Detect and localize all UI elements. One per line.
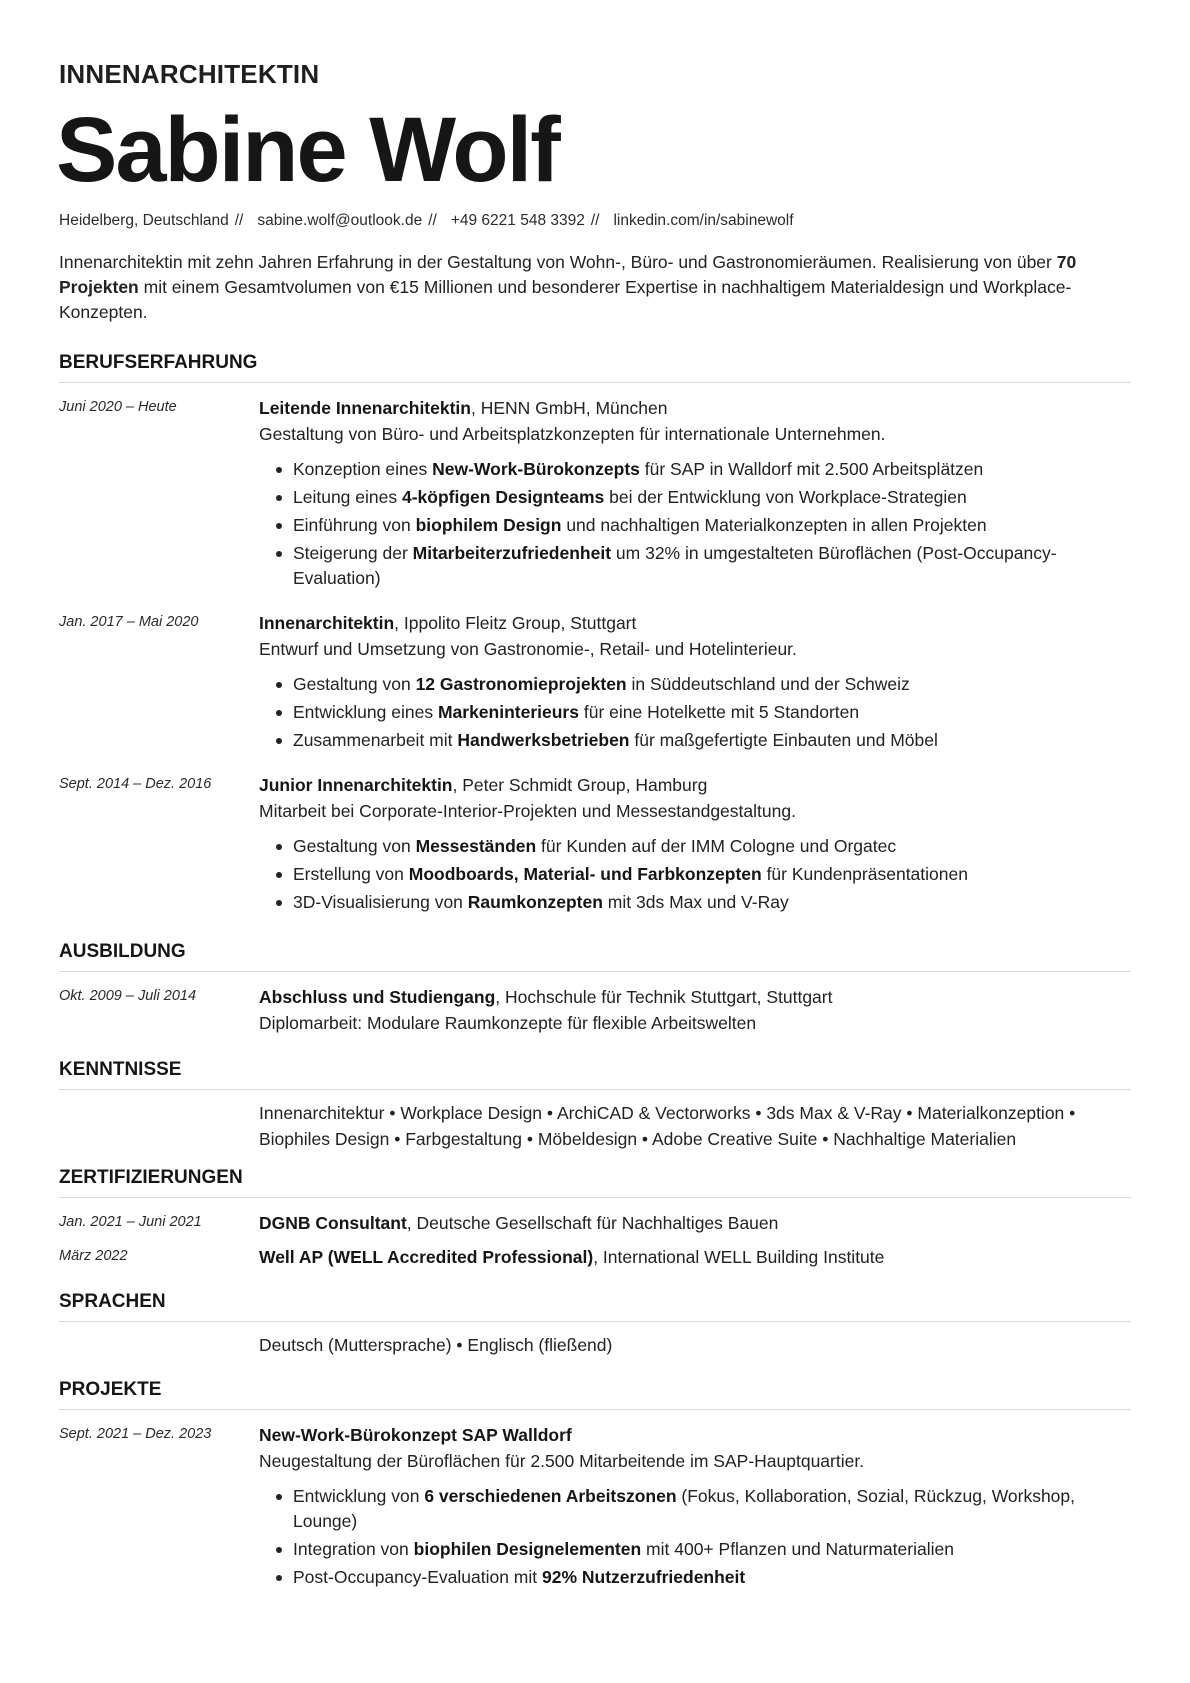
- entry: [59, 1210, 1131, 1236]
- body-text: Post-Occupancy-Evaluation mit: [293, 1567, 542, 1587]
- skill-item: 3ds Max & V-Ray: [766, 1103, 902, 1123]
- skill-separator: •: [1064, 1103, 1076, 1123]
- emphasis-text: Handwerksbetrieben: [457, 730, 630, 750]
- entry-date: Okt. 2009 – Juli 2014: [59, 988, 197, 1004]
- emphasis-text: Mitarbeiterzufriedenheit: [412, 543, 612, 563]
- entry-description: Mitarbeit bei Corporate-Interior-Projekten und Messestandgestaltung.: [259, 801, 796, 821]
- emphasis-text: 92% Nutzerzufriedenheit: [542, 1567, 746, 1587]
- list-item: [293, 485, 1131, 510]
- contact-email[interactable]: sabine.wolf@outlook.de: [257, 212, 423, 229]
- body-text: Entwicklung von: [293, 1486, 425, 1506]
- body-text: für Kunden auf der IMM Cologne und Orgatec: [536, 836, 897, 856]
- list-item: [293, 890, 1131, 915]
- section-languages: [59, 1290, 1131, 1358]
- skill-separator: •: [637, 1129, 652, 1149]
- contact-linkedin[interactable]: linkedin.com/in/sabinewolf: [613, 212, 794, 229]
- body-text: Leitung eines: [293, 487, 402, 507]
- contact-phone[interactable]: +49 6221 548 3392: [450, 212, 585, 229]
- body-text: Integration von: [293, 1539, 414, 1559]
- entry-content: [259, 984, 1131, 1036]
- section-title: KENNTNISSE: [59, 1058, 1131, 1090]
- entry-heading: [259, 1244, 1131, 1270]
- entry-role: New-Work-Bürokonzept SAP Walldorf: [259, 1425, 572, 1445]
- education-list: [59, 984, 1131, 1036]
- body-text: Gestaltung von: [293, 836, 416, 856]
- entry-heading: [259, 984, 1131, 1010]
- entry-organization: , Deutsche Gesellschaft für Nachhaltiges Bauen: [406, 1213, 779, 1233]
- contact-separator: //: [234, 212, 244, 229]
- role-title: INNENARCHITEKTIN: [59, 59, 320, 89]
- skill-item: Innenarchitektur: [259, 1103, 385, 1123]
- entry-role: Innenarchitektin: [259, 613, 395, 633]
- list-item: [293, 700, 1131, 725]
- body-text: Entwicklung eines: [293, 702, 438, 722]
- list-item: [293, 1484, 1131, 1534]
- skill-separator: •: [521, 1129, 538, 1149]
- skill-separator: •: [817, 1129, 834, 1149]
- skill-item: Biophiles Design: [259, 1129, 390, 1149]
- entry-role: Abschluss und Studiengang: [259, 987, 496, 1007]
- body-text: für eine Hotelkette mit 5 Standorten: [578, 702, 860, 722]
- entry-role: Junior Innenarchitektin: [259, 775, 453, 795]
- skill-item: Adobe Creative Suite: [651, 1129, 818, 1149]
- list-item: [293, 1565, 1131, 1590]
- skill-item: Möbeldesign: [537, 1129, 638, 1149]
- body-text: Zusammenarbeit mit: [293, 730, 458, 750]
- entry: [59, 1244, 1131, 1270]
- skill-item: ArchiCAD & Vectorworks: [556, 1103, 751, 1123]
- entry-organization: , International WELL Building Institute: [593, 1247, 885, 1267]
- entry-description: Gestaltung von Büro- und Arbeitsplatzkonzepten für internationale Unternehmen.: [259, 424, 886, 444]
- skill-separator: •: [389, 1129, 406, 1149]
- entry-organization: , Hochschule für Technik Stuttgart, Stuttgart: [495, 987, 833, 1007]
- skill-separator: •: [384, 1103, 401, 1123]
- body-text: Erstellung von: [293, 864, 409, 884]
- entry-date: Jan. 2017 – Mai 2020: [59, 614, 199, 630]
- contact-separator: //: [428, 212, 437, 229]
- skills-entry: [59, 1100, 1131, 1152]
- body-text: bei der Entwicklung von Workplace-Strategien: [604, 487, 967, 507]
- section-title: ZERTIFIZIERUNGEN: [59, 1166, 1131, 1198]
- emphasis-text: biophilem Design: [415, 515, 562, 535]
- entry-date: Sept. 2021 – Dez. 2023: [59, 1426, 212, 1442]
- skill-separator: •: [901, 1103, 918, 1123]
- entry-content: [259, 610, 1131, 756]
- entry-heading: [259, 395, 1131, 421]
- body-text: in Süddeutschland und der Schweiz: [626, 674, 910, 694]
- entry-date-empty: [59, 1100, 259, 1152]
- entry-content: [259, 1422, 1131, 1593]
- emphasis-text: 12 Gastronomieprojekten: [415, 674, 627, 694]
- contact-location: Heidelberg, Deutschland: [59, 212, 229, 229]
- body-text: und nachhaltigen Materialkonzepten in allen Projekten: [561, 515, 987, 535]
- section-title: BERUFSERFAHRUNG: [59, 351, 1131, 383]
- entry-date: Sept. 2014 – Dez. 2016: [59, 776, 212, 792]
- skill-item: Nachhaltige Materialien: [833, 1129, 1017, 1149]
- entry: [59, 1422, 1131, 1593]
- emphasis-text: Markeninterieurs: [437, 702, 579, 722]
- achievement-list: [259, 1484, 1131, 1590]
- body-text: (Fokus, Kollaboration, Sozial, Rückzug, Workshop, Lounge): [293, 1486, 1076, 1531]
- entry-date: Jan. 2021 – Juni 2021: [59, 1214, 202, 1230]
- list-item: [293, 728, 1131, 753]
- languages-text: Deutsch (Muttersprache) • Englisch (fließend): [259, 1335, 613, 1355]
- section-title: AUSBILDUNG: [59, 940, 1131, 972]
- skill-separator: •: [542, 1103, 557, 1123]
- certifications-list: [59, 1210, 1131, 1270]
- emphasis-text: 4-köpfigen Designteams: [401, 487, 605, 507]
- entry-role: DGNB Consultant: [259, 1213, 407, 1233]
- entry-description: Neugestaltung der Büroflächen für 2.500 Mitarbeitende im SAP-Hauptquartier.: [259, 1451, 865, 1471]
- list-item: [293, 457, 1131, 482]
- section-skills: [59, 1058, 1131, 1152]
- skill-item: Materialkonzeption: [917, 1103, 1065, 1123]
- body-text: Steigerung der: [293, 543, 413, 563]
- entry: [59, 610, 1131, 756]
- emphasis-text: 6 verschiedenen Arbeitszonen: [424, 1486, 677, 1506]
- skill-item: Workplace Design: [400, 1103, 543, 1123]
- entry-content: [259, 1210, 1131, 1236]
- entry-organization: , HENN GmbH, München: [470, 398, 668, 418]
- skill-separator: •: [750, 1103, 767, 1123]
- entry: [59, 395, 1131, 594]
- section-title: SPRACHEN: [59, 1290, 1131, 1322]
- entry-date-empty: [59, 1332, 259, 1358]
- section-projects: [59, 1378, 1131, 1593]
- entry-role: Well AP (WELL Accredited Professional): [259, 1247, 594, 1267]
- list-item: [293, 834, 1131, 859]
- section-title: PROJEKTE: [59, 1378, 1131, 1410]
- body-text: Konzeption eines: [293, 459, 433, 479]
- skills-list: [259, 1100, 1131, 1152]
- body-text: um 32% in umgestalteten Büroflächen (Post-Occupancy-Evaluation): [293, 543, 1057, 588]
- achievement-list: [259, 834, 1131, 915]
- skill-item: Farbgestaltung: [405, 1129, 522, 1149]
- entry-content: [259, 1244, 1131, 1270]
- emphasis-text: New-Work-Bürokonzepts: [432, 459, 640, 479]
- entry-organization: , Peter Schmidt Group, Hamburg: [452, 775, 708, 795]
- entry-heading: [259, 1210, 1131, 1236]
- body-text: mit 3ds Max und V-Ray: [602, 892, 789, 912]
- entry-description: Diplomarbeit: Modulare Raumkonzepte für flexible Arbeitswelten: [259, 1013, 757, 1033]
- emphasis-text: Messeständen: [415, 836, 537, 856]
- contact-separator: //: [590, 212, 600, 229]
- body-text: 3D-Visualisierung von: [293, 892, 468, 912]
- list-item: [293, 1537, 1131, 1562]
- list-item: [293, 513, 1131, 538]
- body-text: für SAP in Walldorf mit 2.500 Arbeitsplätzen: [639, 459, 984, 479]
- body-text: Innenarchitektin mit zehn Jahren Erfahrung in der Gestaltung von Wohn-, Büro- und Gastronomieräumen. Realisierung von über: [59, 252, 1057, 272]
- section-education: [59, 940, 1131, 1036]
- body-text: Einführung von: [293, 515, 416, 535]
- emphasis-text: Raumkonzepten: [467, 892, 603, 912]
- projects-list: [59, 1422, 1131, 1593]
- section-certifications: [59, 1166, 1131, 1270]
- emphasis-text: biophilen Designelementen: [413, 1539, 642, 1559]
- list-item: [293, 862, 1131, 887]
- person-name: Sabine Wolf: [56, 99, 559, 201]
- achievement-list: [259, 672, 1131, 753]
- entry-organization: , Ippolito Fleitz Group, Stuttgart: [394, 613, 637, 633]
- profile-summary: [59, 250, 1131, 325]
- emphasis-text: 70 Projekten: [59, 252, 1077, 297]
- entry-date: März 2022: [59, 1248, 128, 1264]
- entry: [59, 772, 1131, 918]
- entry-description: Entwurf und Umsetzung von Gastronomie-, Retail- und Hotelinterieur.: [259, 639, 797, 659]
- body-text: für maßgefertigte Einbauten und Möbel: [629, 730, 938, 750]
- entry-content: [259, 395, 1131, 594]
- list-item: [293, 672, 1131, 697]
- body-text: für Kundenpräsentationen: [761, 864, 968, 884]
- body-text: Gestaltung von: [293, 674, 416, 694]
- list-item: [293, 541, 1131, 591]
- entry-content: [259, 772, 1131, 918]
- entry-date: Juni 2020 – Heute: [59, 399, 177, 415]
- emphasis-text: Moodboards, Material- und Farbkonzepten: [408, 864, 762, 884]
- languages-entry: [59, 1332, 1131, 1358]
- entry-heading: [259, 1422, 1131, 1448]
- entry: [59, 984, 1131, 1036]
- section-experience: [59, 351, 1131, 918]
- entry-heading: [259, 772, 1131, 798]
- contact-line: [59, 210, 1131, 232]
- experience-list: [59, 395, 1131, 918]
- body-text: mit 400+ Pflanzen und Naturmaterialien: [641, 1539, 954, 1559]
- body-text: mit einem Gesamtvolumen von €15 Millionen und besonderer Expertise in nachhaltigem Materialdesign und Workplace-Konzepten.: [59, 277, 1072, 322]
- entry-heading: [259, 610, 1131, 636]
- entry-role: Leitende Innenarchitektin: [259, 398, 471, 418]
- achievement-list: [259, 457, 1131, 591]
